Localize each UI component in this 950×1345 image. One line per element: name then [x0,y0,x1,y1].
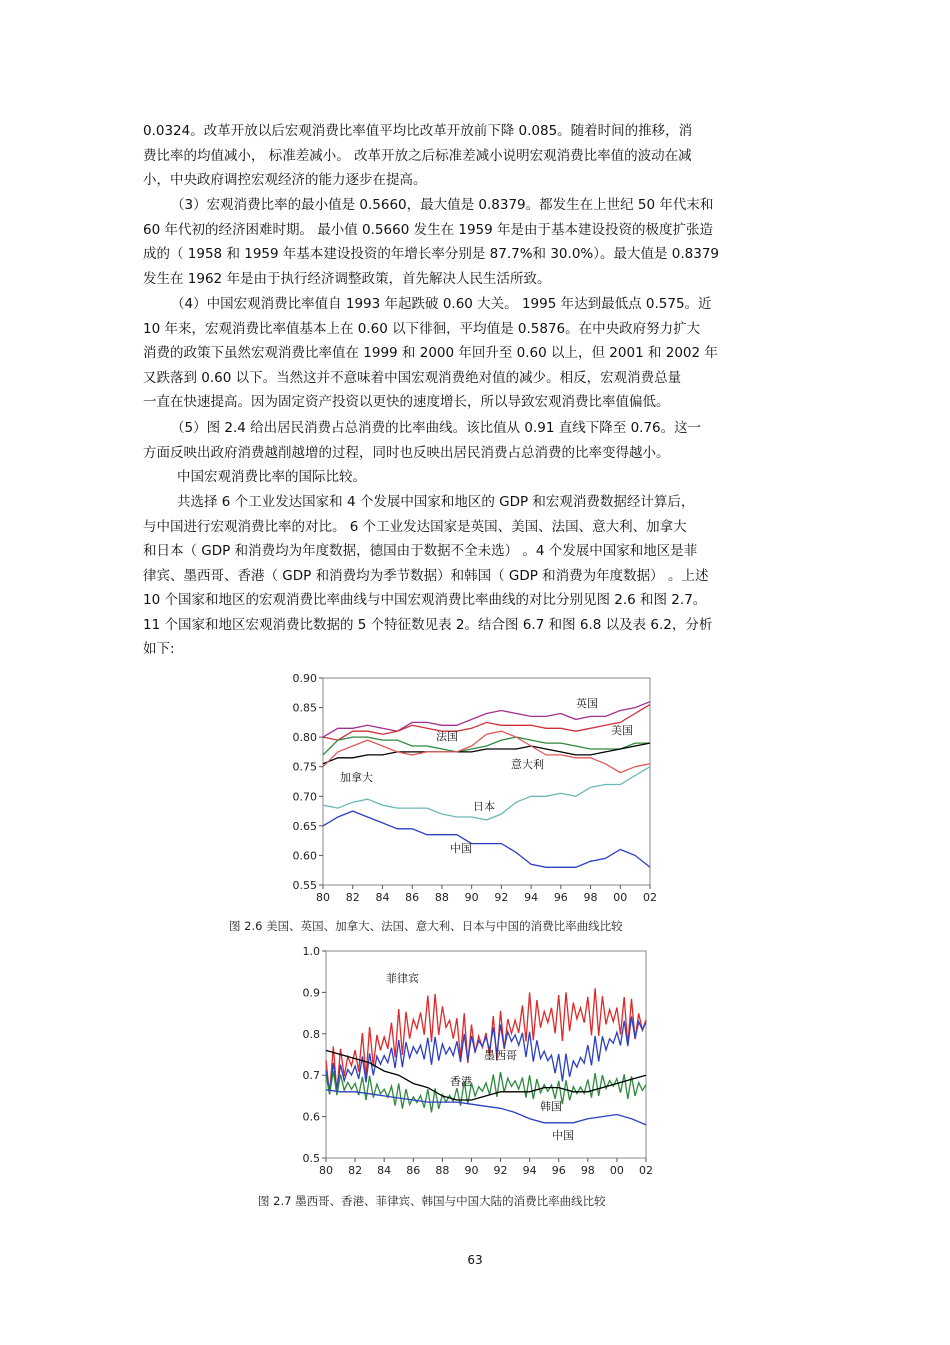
paragraph-5 [143,465,808,490]
x-tick-label: 92 [494,891,509,904]
x-tick-label: 00 [609,1164,624,1177]
series-label: 香港 [450,1075,472,1088]
y-tick-label: 0.6 [302,1110,320,1124]
text-line: 中国宏观消费比率的国际比较。 [177,469,366,485]
text-line: 一直在快速提高。因为固定资产投资以更快的速度增长，所以导致宏观消费比率值偏低。 [143,394,670,410]
text-line: 11 个国家和地区宏观消费比数据的 5 个特征数见表 2。结合图 6.7 和图 6.8 以及表 6.2，分析 [143,616,713,633]
paragraph-3 [143,292,808,415]
text-line: 成的（ 1958 和 1959 年基本建设投资的年增长率分别是 87.7%和 30.0%）。最大值是 0.8379 [143,246,720,262]
paragraph-6 [143,490,808,662]
text-line: （4）中国宏观消费比率值自 1993 年起跌破 0.60 大关。 1995 年达到最低点 0.575。近 [171,296,712,312]
text-line: 如下: [143,641,175,657]
text-line: 小，中央政府调控宏观经济的能力逐步在提高。 [143,172,427,188]
series-label: 中国 [552,1129,574,1142]
y-tick-label: 0.8 [302,1027,320,1041]
series-label: 韩国 [540,1100,562,1113]
x-tick-label: 84 [377,1164,392,1177]
x-tick-label: 82 [348,1164,363,1177]
figure-2-7-chart [290,943,660,1183]
x-tick-label: 98 [583,891,598,904]
series-label: 法国 [436,730,458,743]
y-tick-label: 0.5 [302,1152,320,1165]
x-tick-label: 94 [524,891,539,904]
text-line: 消费的政策下虽然宏观消费比率值在 1999 和 2000 年回升至 0.60 以上，但 2001 和 2002 年 [143,345,718,361]
figure-2-7-caption: 图 2.7 墨西哥、香港、菲律宾、韩国与中国大陆的消费比率曲线比较 [258,1194,606,1208]
paragraph-1 [143,119,808,193]
figure-2-6-caption: 图 2.6 美国、英国、加拿大、法国、意大利、日本与中国的消费比率曲线比较 [229,919,623,933]
x-tick-label: 90 [464,891,479,904]
y-tick-label: 0.7 [302,1069,320,1083]
x-tick-label: 02 [643,891,657,904]
x-tick-label: 84 [375,891,390,904]
series-label: 日本 [473,800,495,813]
x-tick-label: 02 [639,1164,653,1177]
paragraph-2 [143,193,808,291]
series-label: 意大利 [511,758,544,771]
figure-2-6-chart [285,670,665,905]
x-tick-label: 94 [522,1164,537,1177]
y-tick-label: 0.90 [292,672,317,685]
x-tick-label: 82 [345,891,360,904]
text-line: 60 年代初的经济困难时期。 最小值 0.5660 发生在 1959 年是由于基本建设投资的极度扩张造 [143,221,714,238]
text-line: 方面反映出政府消费越削越增的过程，同时也反映出居民消费占总消费的比率变得越小。 [143,444,670,461]
x-tick-label: 00 [613,891,628,904]
x-tick-label: 96 [551,1164,566,1177]
x-tick-label: 88 [434,891,449,904]
y-tick-label: 0.9 [302,986,320,1000]
x-tick-label: 86 [406,1164,421,1177]
y-tick-label: 1.0 [302,945,320,958]
text-line: （3）宏观消费比率的最小值是 0.5660，最大值是 0.8379。都发生在上世纪 50 年代末和 [171,197,714,213]
text-line: 共选择 6 个工业发达国家和 4 个发展中国家和地区的 GDP 和宏观消费数据经计算后， [177,494,695,510]
series-label: 中国 [450,842,472,855]
x-tick-label: 96 [553,891,568,904]
y-tick-label: 0.80 [292,731,317,745]
x-tick-label: 92 [493,1164,508,1177]
text-line: 与中国进行宏观消费比率的对比。 6 个工业发达国家是英国、美国、法国、意大利、加拿大 [143,518,687,535]
y-tick-label: 0.85 [292,701,317,715]
y-tick-label: 0.60 [292,849,317,863]
y-tick-label: 0.55 [292,879,317,892]
series-label: 菲律宾 [386,972,419,985]
x-tick-label: 98 [580,1164,595,1177]
y-tick-label: 0.65 [292,819,317,833]
x-tick-label: 86 [405,891,420,904]
series-label: 加拿大 [340,771,373,784]
text-line: 又跌落到 0.60 以下。当然这并不意味着中国宏观消费绝对值的减少。相反，宏观消费总量 [143,369,682,386]
text-line: 律宾、墨西哥、香港（ GDP 和消费均为季节数据）和韩国（ GDP 和消费为年度数据） 。上述 [143,567,709,584]
text-line: 0.0324。改革开放以后宏观消费比率值平均比改革开放前下降 0.085。随着时间的推移，消 [143,123,693,139]
series-label: 墨西哥 [484,1049,517,1062]
text-line: （5）图 2.4 给出居民消费占总消费的比率曲线。该比值从 0.91 直线下降至 0.76。这一 [171,420,702,436]
x-tick-label: 80 [316,891,330,904]
text-line: 10 年来，宏观消费比率值基本上在 0.60 以下徘徊，平均值是 0.5876。在中央政府努力扩大 [143,320,701,337]
series-label: 美国 [611,724,633,737]
text-line: 发生在 1962 年是由于执行经济调整政策，首先解决人民生活所致。 [143,270,551,287]
y-tick-label: 0.70 [292,790,317,804]
x-tick-label: 90 [464,1164,479,1177]
text-line: 10 个国家和地区的宏观消费比率曲线与中国宏观消费比率曲线的对比分别见图 2.6 和图 2.7。 [143,592,707,608]
text-line: 费比率的均值减小， 标准差减小。 改革开放之后标准差减小说明宏观消费比率值的波动在减 [143,147,692,164]
x-tick-label: 80 [319,1164,333,1177]
x-tick-label: 88 [435,1164,450,1177]
text-line: 和日本（ GDP 和消费均为年度数据，德国由于数据不全未选） 。4 个发展中国家和地区是菲 [143,543,698,559]
paragraph-4 [143,416,808,465]
series-label: 英国 [576,697,598,710]
y-tick-label: 0.75 [292,760,317,774]
page-number: 63 [467,1253,483,1267]
